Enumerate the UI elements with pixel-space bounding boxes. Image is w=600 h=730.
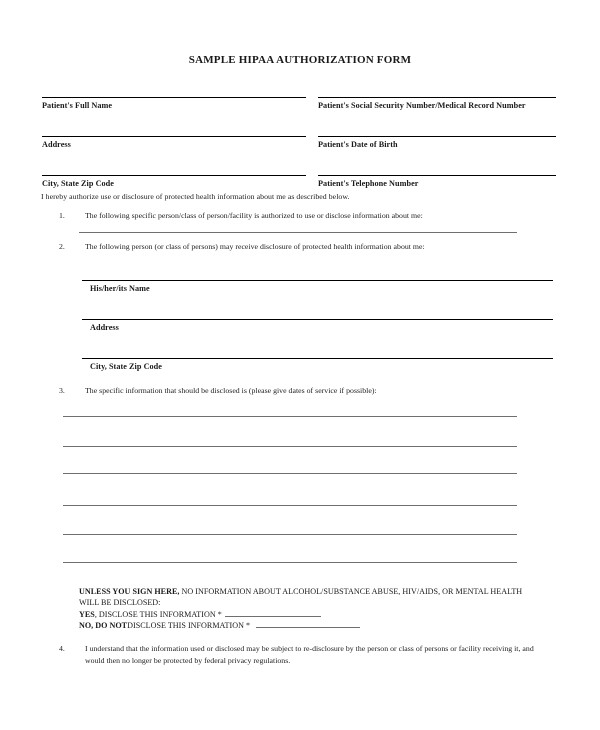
disclosure-warning-block xyxy=(79,586,549,632)
list-item-4 xyxy=(59,643,551,666)
field-patient-date-of-birth[interactable] xyxy=(318,136,556,149)
patient-field-row-2 xyxy=(0,136,600,176)
field-rule xyxy=(82,358,553,359)
field-patient-full-name[interactable] xyxy=(42,97,306,110)
consent-no-emphasis: DO NOT xyxy=(93,621,128,631)
field-recipient-name[interactable] xyxy=(82,280,553,293)
field-patient-address[interactable] xyxy=(42,136,306,149)
field-label: Patient's Full Name xyxy=(42,101,113,110)
consent-yes-signature-line[interactable] xyxy=(225,609,321,617)
answer-line-2[interactable] xyxy=(63,446,517,447)
field-patient-city-state-zip[interactable] xyxy=(42,175,306,188)
field-rule xyxy=(318,97,556,98)
field-label: Patient's Social Security Number/Medical Record Number xyxy=(318,101,526,110)
field-patient-ssn-mrn[interactable] xyxy=(318,97,556,110)
field-label: City, State Zip Code xyxy=(90,362,162,371)
list-item-number: 4. xyxy=(59,644,65,653)
warning-line-1-rest: NO INFORMATION ABOUT ALCOHOL/SUBSTANCE ABUSE, HIV/AIDS, OR MENTAL HEALTH xyxy=(179,587,523,596)
consent-no-line xyxy=(79,620,549,631)
field-label: City, State Zip Code xyxy=(42,179,114,188)
consent-yes-text: , DISCLOSE THIS INFORMATION * xyxy=(94,609,222,619)
field-rule xyxy=(82,280,553,281)
list-item-2 xyxy=(59,241,549,253)
list-item-number: 1. xyxy=(59,211,65,220)
list-item-text: The specific information that should be disclosed is (please give dates of service if possible): xyxy=(85,386,377,395)
field-label: Address xyxy=(90,323,119,332)
answer-line-3[interactable] xyxy=(63,473,517,474)
field-patient-telephone-number[interactable] xyxy=(318,175,556,188)
answer-line-item-1[interactable] xyxy=(79,232,517,233)
patient-field-row-1 xyxy=(0,97,600,137)
consent-yes-label: YES xyxy=(79,609,95,619)
warning-line-2: WILL BE DISCLOSED: xyxy=(79,598,161,608)
list-item-text: The following specific person/class of person/facility is authorized to use or disclose information about me: xyxy=(85,211,423,220)
list-item-1 xyxy=(59,210,549,222)
consent-no-label: NO, xyxy=(79,621,94,631)
field-rule xyxy=(82,319,553,320)
field-rule xyxy=(42,175,306,176)
answer-line-1[interactable] xyxy=(63,416,517,417)
field-rule xyxy=(42,97,306,98)
answer-line-6[interactable] xyxy=(63,562,517,563)
field-rule xyxy=(318,175,556,176)
warning-bold-lead: UNLESS YOU SIGN HERE, xyxy=(79,587,180,596)
list-item-text: The following person (or class of persons) may receive disclosure of protected health information about me: xyxy=(85,242,425,251)
consent-no-text: DISCLOSE THIS INFORMATION * xyxy=(127,621,251,631)
field-rule xyxy=(42,136,306,137)
field-recipient-city-state-zip[interactable] xyxy=(82,358,553,371)
field-rule xyxy=(318,136,556,137)
warning-line-1 xyxy=(79,586,549,597)
list-item-number: 2. xyxy=(59,242,65,251)
consent-yes-line xyxy=(79,609,549,620)
field-label: Patient's Telephone Number xyxy=(318,179,419,188)
answer-line-4[interactable] xyxy=(63,505,517,506)
answer-line-5[interactable] xyxy=(63,534,517,535)
list-item-text: I understand that the information used or disclosed may be subject to re-disclosure by the person or class of persons or facility receiving it, and would then no longer be protected by federal privacy regulations. xyxy=(85,644,534,665)
field-label: Patient's Date of Birth xyxy=(318,140,398,149)
page-title: SAMPLE HIPAA AUTHORIZATION FORM xyxy=(188,54,412,66)
field-label: Address xyxy=(42,140,71,149)
authorization-intro-text: I hereby authorize use or disclosure of protected health information about me as described below. xyxy=(41,192,350,201)
list-item-number: 3. xyxy=(59,386,65,395)
list-item-3 xyxy=(59,385,549,397)
field-recipient-address[interactable] xyxy=(82,319,553,332)
consent-no-signature-line[interactable] xyxy=(256,620,360,628)
field-label: His/her/its Name xyxy=(90,284,150,293)
